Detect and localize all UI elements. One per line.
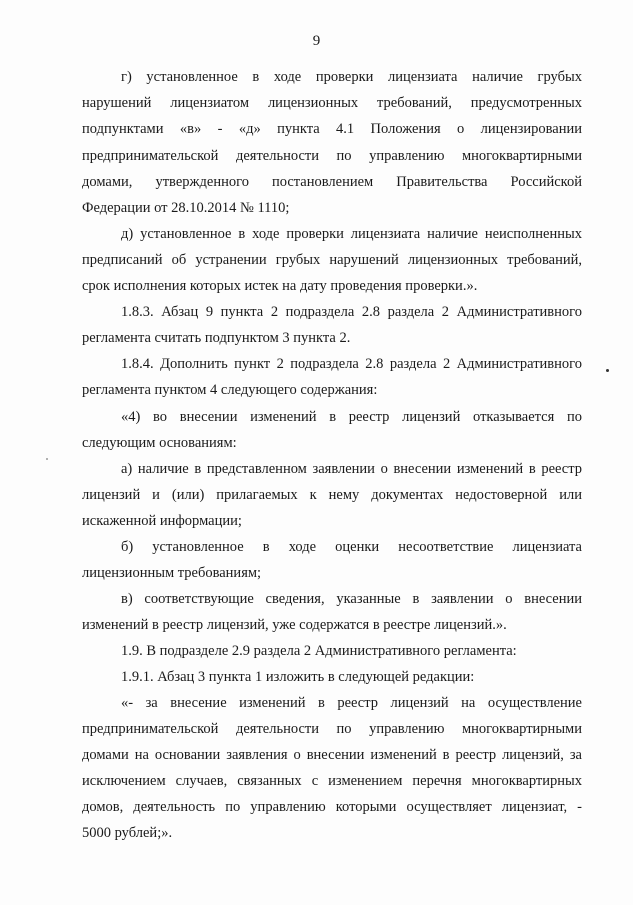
scan-speck bbox=[46, 458, 48, 460]
text-line: «- за внесение изменений в реестр лицензий на осуществление bbox=[121, 695, 582, 711]
text-line: а) наличие в представленном заявлении о внесении изменений в реестр bbox=[121, 461, 582, 477]
text-line: б) установленное в ходе оценки несоответствие лицензиата bbox=[121, 539, 582, 555]
text-line: подпунктами «в» - «д» пункта 4.1 Положения о лицензировании bbox=[82, 121, 582, 137]
text-line: изменений в реестр лицензий, уже содержатся в реестре лицензий.». bbox=[82, 617, 507, 633]
text-line: регламента считать подпунктом 3 пункта 2. bbox=[82, 330, 351, 346]
text-line: домами на основании заявления о внесении изменений в реестр лицензий, за bbox=[82, 747, 582, 763]
text-line: 5000 рублей;». bbox=[82, 825, 173, 841]
text-line: 1.8.4. Дополнить пункт 2 подраздела 2.8 раздела 2 Административного bbox=[121, 356, 582, 372]
text-line: Федерации от 28.10.2014 № 1110; bbox=[82, 200, 290, 216]
page-number: 9 bbox=[312, 33, 321, 49]
text-line: домами, утвержденного постановлением Правительства Российской bbox=[82, 174, 582, 190]
text-line: следующим основаниям: bbox=[82, 435, 237, 451]
text-line: домов, деятельность по управлению которыми осуществляет лицензиат, - bbox=[82, 799, 582, 815]
text-line: 1.9.1. Абзац 3 пункта 1 изложить в следующей редакции: bbox=[121, 669, 475, 685]
text-line: 1.8.3. Абзац 9 пункта 2 подраздела 2.8 раздела 2 Административного bbox=[121, 304, 582, 320]
text-line: г) установленное в ходе проверки лицензиата наличие грубых bbox=[121, 69, 582, 85]
text-line: нарушений лицензиатом лицензионных требований, предусмотренных bbox=[82, 95, 582, 111]
text-line: лицензионным требованиям; bbox=[82, 565, 262, 581]
text-line: 1.9. В подразделе 2.9 раздела 2 Административного регламента: bbox=[121, 643, 517, 659]
text-line: исключением случаев, связанных с изменением перечня многоквартирных bbox=[82, 773, 582, 789]
text-line: предписаний об устранении грубых нарушений лицензионных требований, bbox=[82, 252, 582, 268]
scan-speck bbox=[606, 369, 609, 372]
text-line: регламента пунктом 4 следующего содержания: bbox=[82, 382, 378, 398]
text-line: искаженной информации; bbox=[82, 513, 242, 529]
text-line: предпринимательской деятельности по управлению многоквартирными bbox=[82, 721, 582, 737]
text-line: д) установленное в ходе проверки лицензиата наличие неисполненных bbox=[121, 226, 582, 242]
text-line: срок исполнения которых истек на дату проведения проверки.». bbox=[82, 278, 478, 294]
text-line: в) соответствующие сведения, указанные в заявлении о внесении bbox=[121, 591, 582, 607]
text-line: «4) во внесении изменений в реестр лицензий отказывается по bbox=[121, 409, 582, 425]
text-line: лицензий и (или) прилагаемых к нему документах недостоверной или bbox=[82, 487, 582, 503]
text-line: предпринимательской деятельности по управлению многоквартирными bbox=[82, 148, 582, 164]
